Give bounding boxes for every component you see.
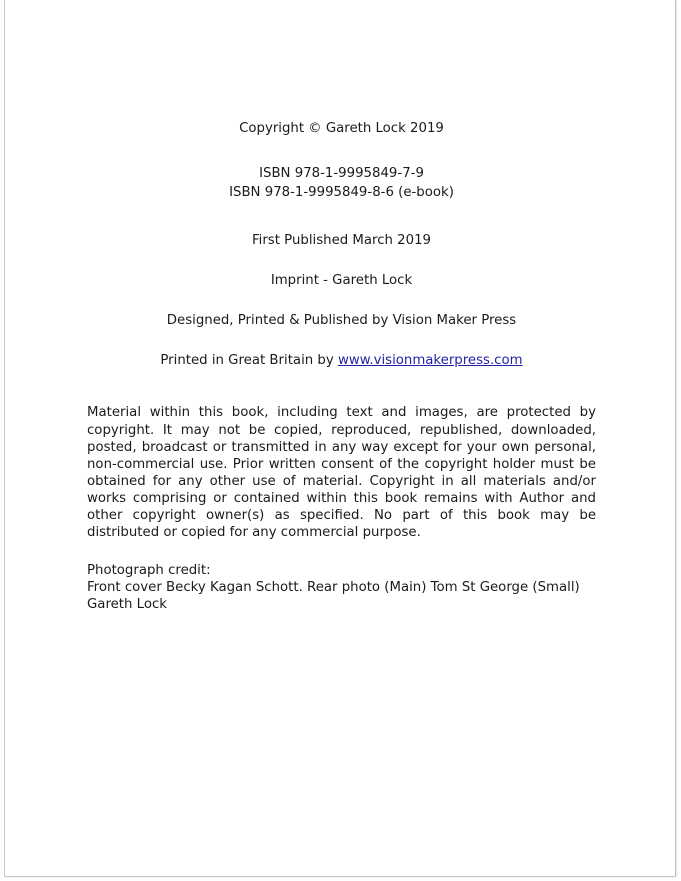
photograph-credit-label: Photograph credit:: [87, 563, 211, 579]
legal-notice-paragraph: Material within this book, including text and images, are protected by copyright. It may not be copied, reproduced, republished, downloaded, posted, broadcast or transmitted in any way except for your own personal, non-commercial use. Prior written consent of the copyright holder must be obtained for any other use of material. Copyright in all materials and/or works comprising or contained within this book remains with Author and other copyright owner(s) as specified. No part of this book may be distributed or copied for any commercial purpose.: [87, 405, 596, 540]
page-content: [87, 0, 596, 613]
photograph-credit-block: [87, 562, 596, 613]
isbn-print-line: ISBN 978-1-9995849-7-9: [259, 165, 424, 181]
first-published-line: First Published March 2019: [251, 232, 432, 248]
imprint-line: Imprint - Gareth Lock: [270, 272, 413, 288]
photograph-credit-body: Front cover Becky Kagan Schott. Rear photo (Main) Tom St George (Small) Gareth Lock: [87, 580, 580, 613]
publisher-line: Designed, Printed & Published by Vision Maker Press: [166, 312, 517, 328]
copyright-line: Copyright © Gareth Lock 2019: [239, 121, 444, 136]
isbn-ebook-line: ISBN 978-1-9995849-8-6 (e-book): [229, 184, 454, 200]
document-page: [4, 0, 676, 877]
printed-in-prefix: Printed in Great Britain by: [160, 352, 338, 368]
isbn-block: [87, 165, 596, 203]
printed-in-line: [87, 352, 596, 370]
publisher-website-link[interactable]: www.visionmakerpress.com: [337, 352, 523, 368]
